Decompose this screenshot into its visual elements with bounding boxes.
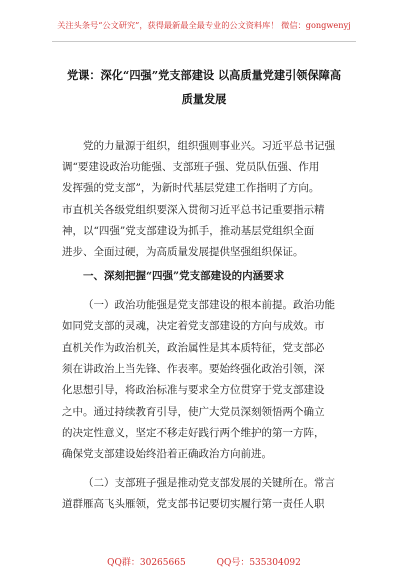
body-line: 直机关作为政治机关，政治属性是其本质特征，党支部必 [62, 342, 325, 354]
body-line: 的决定性意义，坚定不移走好践行两个维护的第一方阵， [62, 427, 325, 439]
footer-qq-group: QQ群：30265665 [107, 558, 186, 568]
page-header-promo: 关注头条号“公文研究”，获得最新最全最专业的公文资料库！ 微信：gongwenyj [57, 20, 351, 30]
body-line: 神，以“四强”党支部建设为抓手，推动基层党组织全面 [62, 225, 315, 237]
body-line: （二）支部班子强是推动党支部发展的关键所在。常言 [83, 477, 335, 489]
section-heading: 一、深刻把握“四强”党支部建设的内涵要求 [83, 270, 285, 282]
document-title-line-1: 党课：深化“四强”党支部建设 以高质量党建引领保障高 [66, 68, 342, 82]
footer-qq-number: QQ号：535304092 [216, 558, 301, 568]
document-title-line-2: 质量发展 [181, 92, 227, 106]
body-line: 化思想引导，将政治标准与要求全方位贯穿于党支部建设 [62, 384, 325, 396]
header-divider [52, 41, 356, 42]
body-line: 如同党支部的灵魂，决定着党支部建设的方向与成效。市 [62, 320, 325, 332]
body-line: 须在讲政治上当先锋、作表率。要始终强化政治引领，深 [62, 363, 325, 375]
body-line: （一）政治功能强是党支部建设的根本前提。政治功能 [83, 299, 335, 311]
body-line: 调“要建设政治功能强、支部班子强、党员队伍强、作用 [62, 161, 320, 173]
body-line: 道群雁高飞头雁领，党支部书记要切实履行第一责任人职 [62, 498, 325, 510]
body-line: 确保党支部建设始终沿着正确政治方向前进。 [62, 448, 272, 460]
body-line: 进步、全面过硬，为高质量发展提供坚强组织保证。 [62, 246, 304, 258]
body-line: 市直机关各级党组织要深入贯彻习近平总书记重要指示精 [62, 204, 325, 216]
body-line: 党的力量源于组织，组织强则事业兴。习近平总书记强 [83, 140, 335, 152]
body-line: 之中。通过持续教育引导，使广大党员深刻领悟两个确立 [62, 406, 325, 418]
body-line: 发挥强的党支部”，为新时代基层党建工作指明了方向。 [62, 182, 320, 194]
page-footer-contact [0, 555, 408, 568]
